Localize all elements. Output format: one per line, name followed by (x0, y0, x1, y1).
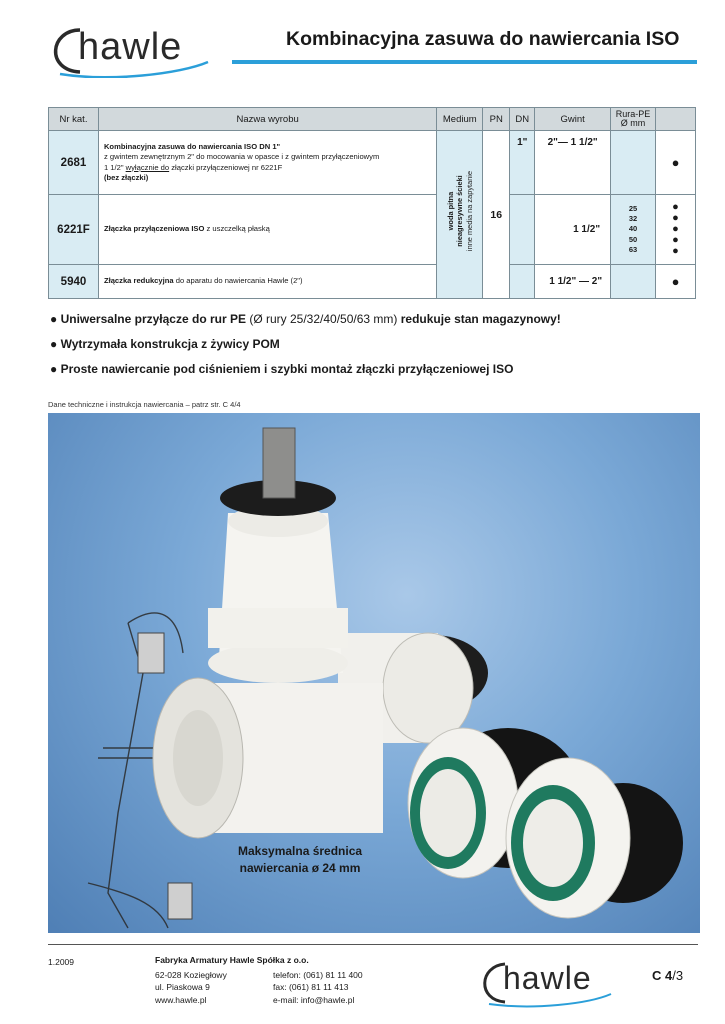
col-rura-pe-sub: Ø mm (620, 118, 646, 128)
col-nazwa: Nazwa wyrobu (98, 108, 436, 131)
desc-title: Kombinacyjna zasuwa do nawiercania ISO DN 1" (103, 142, 281, 151)
code-2681: 2681 (49, 131, 99, 195)
col-pn: PN (483, 108, 510, 131)
desc-fragment: złączki przyłączeniowej nr 6221F (169, 162, 283, 172)
footer-company: Fabryka Armatury Hawle Spółka z o.o. (155, 955, 309, 965)
table-header-row (49, 108, 696, 131)
medium-cell (437, 131, 483, 299)
code-6221F: 6221F (49, 195, 99, 265)
desc-line: z gwintem zewnętrznym 2" do mocowania w opasce i z gwintem przyłączeniowym (103, 152, 380, 162)
medium-vertical-text (446, 171, 474, 251)
availability-dot: ● (672, 223, 679, 235)
rura-6221F (611, 195, 656, 265)
product-table (48, 107, 696, 299)
bullet-text: redukuje stan magazynowy! (400, 312, 561, 326)
bullet-text: Wytrzymała konstrukcja z żywicy POM (60, 337, 280, 351)
page-number-sub: /3 (672, 968, 684, 983)
phone-line: telefon: (061) 81 11 400 (273, 970, 363, 980)
dot-2681: ● (656, 131, 696, 195)
dot-5940: ● (656, 265, 696, 299)
bullet-3 (50, 362, 513, 376)
page-number-main: C 4 (652, 968, 673, 983)
desc-2681 (98, 131, 436, 195)
gwint-6221F: 1 1/2" (535, 195, 611, 265)
desc-rest: z uszczelką płaską (204, 224, 270, 234)
col-dn: DN (510, 108, 535, 131)
medium-line: nieagresywne ścieki (455, 175, 465, 247)
rura-5940 (611, 265, 656, 299)
col-rura-pe-label: Rura-PE (615, 108, 651, 119)
table-row (49, 131, 696, 195)
gwint-5940: 1 1/2" — 2" (535, 265, 611, 299)
photo-caption (238, 843, 362, 877)
bullet-dot: ● (50, 362, 58, 376)
dn-2681: 1" (510, 131, 535, 195)
desc-underlined: wyłącznie do (125, 162, 170, 172)
desc-fragment: 1 1/2" (103, 162, 126, 172)
table-row (49, 195, 696, 265)
rura-value: 32 (628, 214, 638, 224)
dn-6221F (510, 195, 535, 265)
bullet-dot: ● (50, 337, 58, 351)
bullet-normal: (Ø rury 25/32/40/50/63 mm) (246, 312, 401, 326)
rura-value: 40 (628, 224, 638, 234)
bullet-dot: ● (50, 312, 58, 326)
page-number (652, 968, 683, 983)
footer-contact (273, 969, 363, 1006)
logo-text: hawle (503, 960, 592, 996)
availability-dot: ● (672, 245, 679, 257)
product-photo-illustration (48, 413, 700, 933)
caption-line: nawiercania ø 24 mm (239, 860, 361, 875)
availability-dot: ● (672, 212, 679, 224)
desc-6221F (98, 195, 436, 265)
footer-logo (473, 958, 613, 1008)
gwint-2681: 2"— 1 1/2" (535, 131, 611, 195)
col-gwint: Gwint (535, 108, 611, 131)
product-photo (48, 413, 700, 933)
address-line: 62-028 Koziegłowy (155, 970, 227, 980)
col-empty (656, 108, 696, 131)
caption-line: Maksymalna średnica (238, 844, 363, 858)
desc-rest: do aparatu do nawiercania Hawle (2") (173, 276, 303, 286)
bullet-2 (50, 337, 280, 351)
desc-note: (bez złączki) (103, 172, 149, 182)
desc-title: Złączka przyłączeniowa ISO (103, 224, 205, 234)
dots-6221F (656, 195, 696, 265)
col-medium: Medium (437, 108, 483, 131)
bullet-text: Uniwersalne przyłącze do rur PE (60, 312, 246, 326)
table-row (49, 265, 696, 299)
footer-rule (48, 944, 698, 945)
header-logo (40, 22, 210, 78)
availability-dot: ● (672, 234, 679, 246)
page-title: Kombinacyjna zasuwa do nawiercania ISO (286, 28, 680, 50)
address-line: ul. Piaskowa 9 (155, 982, 210, 993)
col-nr-kat: Nr kat. (49, 108, 99, 131)
email-link[interactable]: e-mail: info@hawle.pl (273, 994, 355, 1005)
dn-5940 (510, 265, 535, 299)
bullet-text: Proste nawiercanie pod ciśnieniem i szybki montaż złączki przyłączeniowej ISO (60, 362, 514, 376)
bullet-1 (50, 312, 561, 326)
availability-dot: ● (672, 201, 679, 213)
medium-line: woda pitna (445, 191, 455, 231)
footer-address (155, 969, 227, 1006)
desc-line (104, 163, 431, 173)
desc-title: Złączka redukcyjna (103, 276, 174, 286)
rura-value: 25 (628, 204, 638, 214)
medium-line: inne media na zapytanie (464, 171, 474, 252)
desc-5940 (98, 265, 436, 299)
logo-text: hawle (78, 26, 183, 68)
fax-line: fax: (061) 81 11 413 (273, 982, 349, 993)
col-rura-pe (611, 108, 656, 131)
technical-note: Dane techniczne i instrukcja nawiercania – patrz str. C 4/4 (48, 400, 241, 409)
pn-cell: 16 (483, 131, 510, 299)
rura-2681 (611, 131, 656, 195)
website-link[interactable]: www.hawle.pl (155, 994, 207, 1005)
header-rule (232, 60, 697, 64)
rura-value: 50 (628, 234, 638, 244)
code-5940: 5940 (49, 265, 99, 299)
footer-date: 1.2009 (48, 957, 74, 967)
rura-value: 63 (628, 244, 638, 254)
